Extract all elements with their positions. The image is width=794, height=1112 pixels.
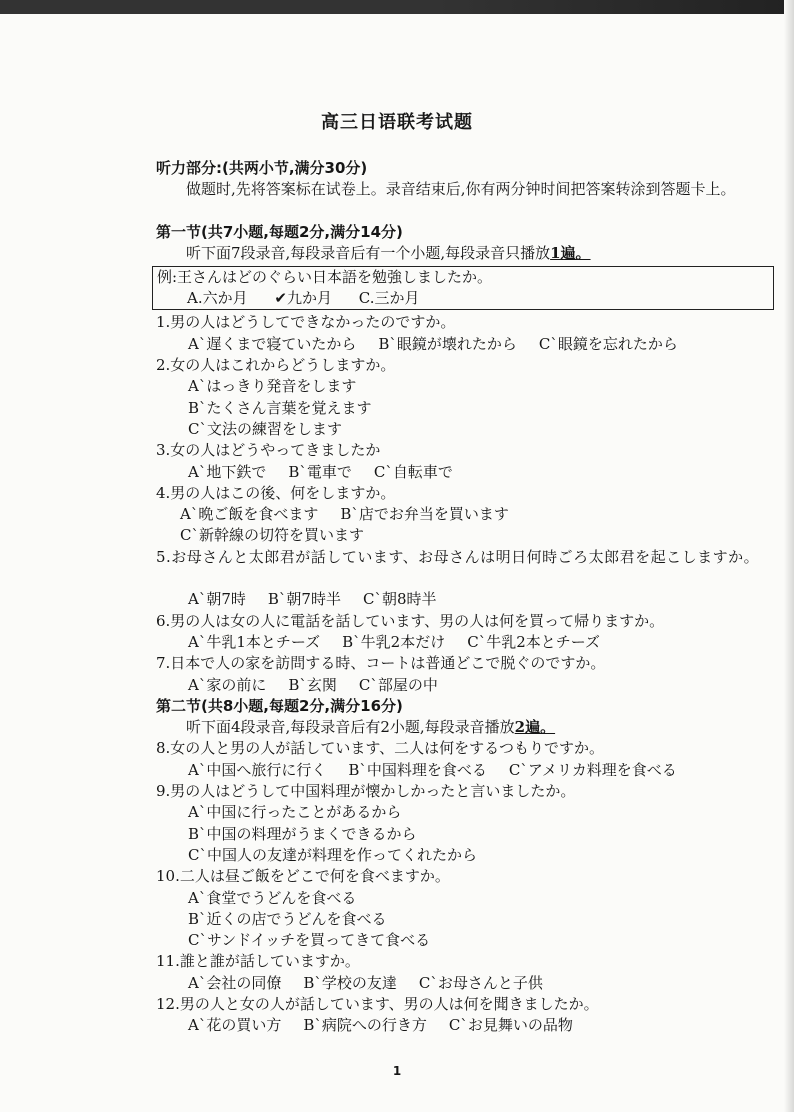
question-2: 2.女の人はこれからどうしますか。 (156, 356, 396, 375)
question-4: 4.男の人はこの後、何をしますか。 (156, 483, 396, 502)
question-6: 6.男の人は女の人に電話を話しています、男の人は何を買って帰りますか。 (156, 611, 665, 630)
section2-instruction-text: 听下面4段录音,每段录音后有2小题,每段录音播放 (186, 718, 515, 737)
option: A`食堂でうどんを食べる (188, 888, 357, 907)
section2-play-count: 2遍。 (514, 718, 556, 737)
section2-instruction (156, 717, 768, 738)
option: C`新幹線の切符を買います (180, 526, 364, 545)
options-1 (156, 334, 768, 355)
option: A`朝7時 (188, 590, 246, 609)
option: B`近くの店でうどんを食べる (188, 909, 387, 928)
option: A`中国に行ったことがあるから (188, 803, 402, 822)
example-option-checked: ✔九か月 (274, 289, 332, 308)
option: A`はっきり発音をします (188, 377, 357, 396)
option: B`玄関 (288, 675, 337, 694)
option: B`中国の料理がうまくできるから (188, 824, 417, 843)
option: A`遅くまで寝ていたから (188, 334, 357, 353)
question-9: 9.男の人はどうして中国料理が懐かしかったと言いましたか。 (156, 782, 576, 801)
option: A`地下鉄で (188, 462, 267, 481)
question-1: 1.男の人はどうしてできなかったのですか。 (156, 313, 456, 332)
question-8: 8.女の人と男の人が話しています、二人は何をするつもりですか。 (156, 739, 604, 758)
page-title: 高三日语联考试题 (321, 112, 473, 133)
scan-edge-top (0, 0, 794, 14)
page-number: 1 (392, 1064, 402, 1078)
question-7: 7.日本で人の家を訪問する時、コートは普通どこで脱ぐのですか。 (156, 654, 606, 673)
option: C`自転車で (373, 462, 453, 481)
option: B`店でお弁当を買います (340, 505, 509, 524)
section1-play-count: 1遍。 (550, 244, 591, 263)
options-12 (156, 1015, 768, 1036)
section1-instruction-text: 听下面7段录音,每段录音后有一个小题,每段录音只播放 (186, 244, 551, 263)
example-options (157, 288, 769, 309)
example-box (152, 266, 774, 310)
scan-edge-right (784, 0, 794, 1112)
options-5 (156, 589, 768, 610)
option: B`朝7時半 (267, 590, 341, 609)
option: B`電車で (288, 462, 352, 481)
option: C`お見舞いの品物 (448, 1016, 573, 1035)
option: C`部屋の中 (358, 675, 438, 694)
option: A`牛乳1本とチーズ (188, 632, 321, 651)
option: B`牛乳2本だけ (342, 632, 446, 651)
options-3 (156, 462, 768, 483)
option: A`晩ご飯を食べます (180, 505, 319, 524)
option: C`眼鏡を忘れたから (538, 334, 678, 353)
section1-instruction (156, 243, 768, 264)
option: C`牛乳2本とチーズ (467, 632, 600, 651)
option: C`文法の練習をします (188, 419, 342, 438)
options-7 (156, 675, 768, 696)
section1-header: 第一节(共7小题,每题2分,满分14分) (156, 222, 403, 241)
option: A`家の前に (188, 675, 267, 694)
option: B`中国料理を食べる (348, 760, 487, 779)
option: B`眼鏡が壊れたから (378, 334, 517, 353)
question-10: 10.二人は昼ご飯をどこで何を食べますか。 (156, 867, 450, 886)
question-12: 12.男の人と女の人が話しています、男の人は何を聞きましたか。 (156, 994, 599, 1013)
options-8 (156, 760, 768, 781)
option: C`サンドイッチを買ってきて食べる (188, 931, 431, 950)
option: A`中国へ旅行に行く (188, 760, 327, 779)
question-5: 5.お母さんと太郎君が話しています、お母さんは明日何時ごろ太郎君を起こしますか。 (156, 547, 760, 566)
option: B`病院への行き方 (303, 1016, 427, 1035)
listening-header: 听力部分:(共两小节,满分30分) (156, 159, 368, 177)
listening-instruction: 做题时,先将答案标在试卷上。录音结束后,你有两分钟时间把答案转涂到答题卡上。 (186, 180, 736, 199)
example-option: A.六か月 (187, 289, 248, 308)
option: B`学校の友達 (303, 973, 397, 992)
section2-header: 第二节(共8小题,每题2分,满分16分) (156, 696, 403, 715)
options-4 (156, 504, 768, 525)
option: C`お母さんと子供 (418, 973, 543, 992)
exam-content (156, 158, 768, 1037)
question-3: 3.女の人はどうやってきましたか (156, 441, 381, 460)
option: C`中国人の友達が料理を作ってくれたから (188, 845, 477, 864)
example-option: C.三か月 (358, 289, 420, 308)
option: B`たくさん言葉を覚えます (188, 398, 372, 417)
options-6 (156, 632, 768, 653)
option: A`会社の同僚 (188, 973, 282, 992)
option: A`花の買い方 (188, 1016, 282, 1035)
option: C`朝8時半 (362, 590, 437, 609)
options-11 (156, 973, 768, 994)
question-11: 11.誰と誰が話していますか。 (156, 952, 360, 971)
example-question: 例:王さんはどのぐらい日本語を勉強しましたか。 (157, 268, 493, 287)
option: C`アメリカ料理を食べる (508, 760, 677, 779)
